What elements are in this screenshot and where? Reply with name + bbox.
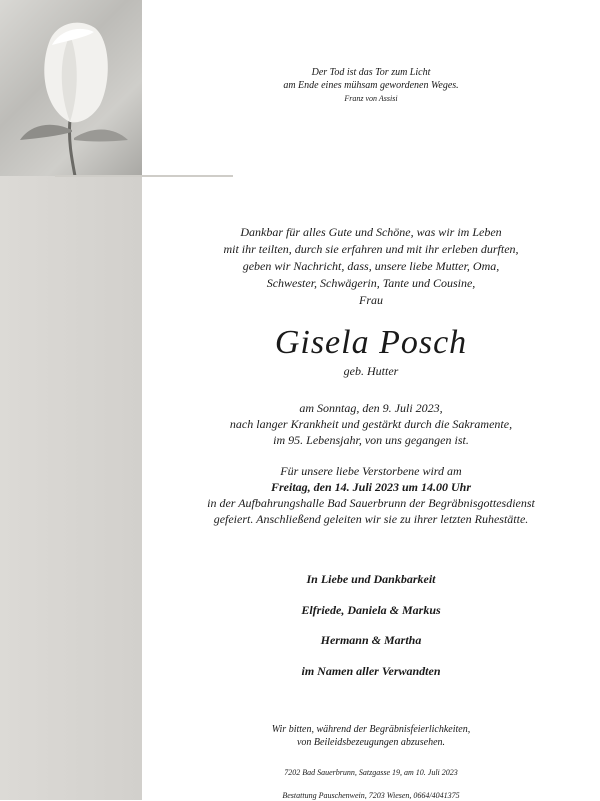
- quote-line: am Ende eines mühsam gewordenen Weges.: [283, 80, 459, 91]
- death-notice: [142, 400, 600, 448]
- funeral-date: Freitag, den 14. Juli 2023 um 14.00 Uhr: [270, 480, 472, 494]
- intro-line: Schwester, Schwägerin, Tante und Cousine,: [266, 276, 476, 290]
- signature-line: Elfriede, Daniela & Markus: [301, 603, 441, 617]
- obituary-text: [142, 0, 600, 800]
- signature-line: im Namen aller Verwandten: [301, 664, 441, 678]
- death-line: am Sonntag, den 9. Juli 2023,: [299, 401, 443, 415]
- quote-line: Der Tod ist das Tor zum Licht: [311, 67, 431, 78]
- signature-line: In Liebe und Dankbarkeit: [306, 572, 436, 586]
- intro-text: [142, 224, 600, 309]
- funeral-line: Für unsere liebe Verstorbene wird am: [280, 464, 462, 478]
- request-line: Wir bitten, während der Begräbnisfeierlichkeiten,: [271, 724, 471, 735]
- rose-photo: [0, 0, 142, 176]
- intro-line: mit ihr teilten, durch sie erfahren und mit ihr erleben durften,: [223, 242, 519, 256]
- death-line: im 95. Lebensjahr, von uns gegangen ist.: [273, 433, 469, 447]
- funeral-notice: [142, 463, 600, 527]
- place-date: 7202 Bad Sauerbrunn, Satzgasse 19, am 10. Juli 2023: [284, 768, 458, 777]
- rose-icon: [0, 0, 142, 176]
- undertaker-info: Bestattung Pauschenwein, 7203 Wiesen, 0664/4041375: [282, 791, 460, 800]
- deceased-name: Gisela Posch: [274, 324, 468, 361]
- sidebar-panel: [0, 176, 142, 800]
- intro-line: Dankbar für alles Gute und Schöne, was wir im Leben: [240, 225, 502, 239]
- condolence-request: [142, 723, 600, 749]
- quote: [142, 66, 600, 105]
- maiden-name: geb. Hutter: [343, 364, 399, 378]
- quote-author: Franz von Assisi: [344, 94, 398, 103]
- funeral-line: gefeiert. Anschließend geleiten wir sie zu ihrer letzten Ruhestätte.: [213, 512, 529, 526]
- funeral-line: in der Aufbahrungshalle Bad Sauerbrunn der Begräbnisgottesdienst: [207, 496, 535, 510]
- intro-line: geben wir Nachricht, dass, unsere liebe Mutter, Oma,: [242, 259, 500, 273]
- request-line: von Beileidsbezeugungen abzusehen.: [296, 737, 446, 748]
- signature-line: Hermann & Martha: [320, 633, 422, 647]
- death-line: nach langer Krankheit und gestärkt durch die Sakramente,: [229, 417, 513, 431]
- intro-line: Frau: [359, 293, 383, 307]
